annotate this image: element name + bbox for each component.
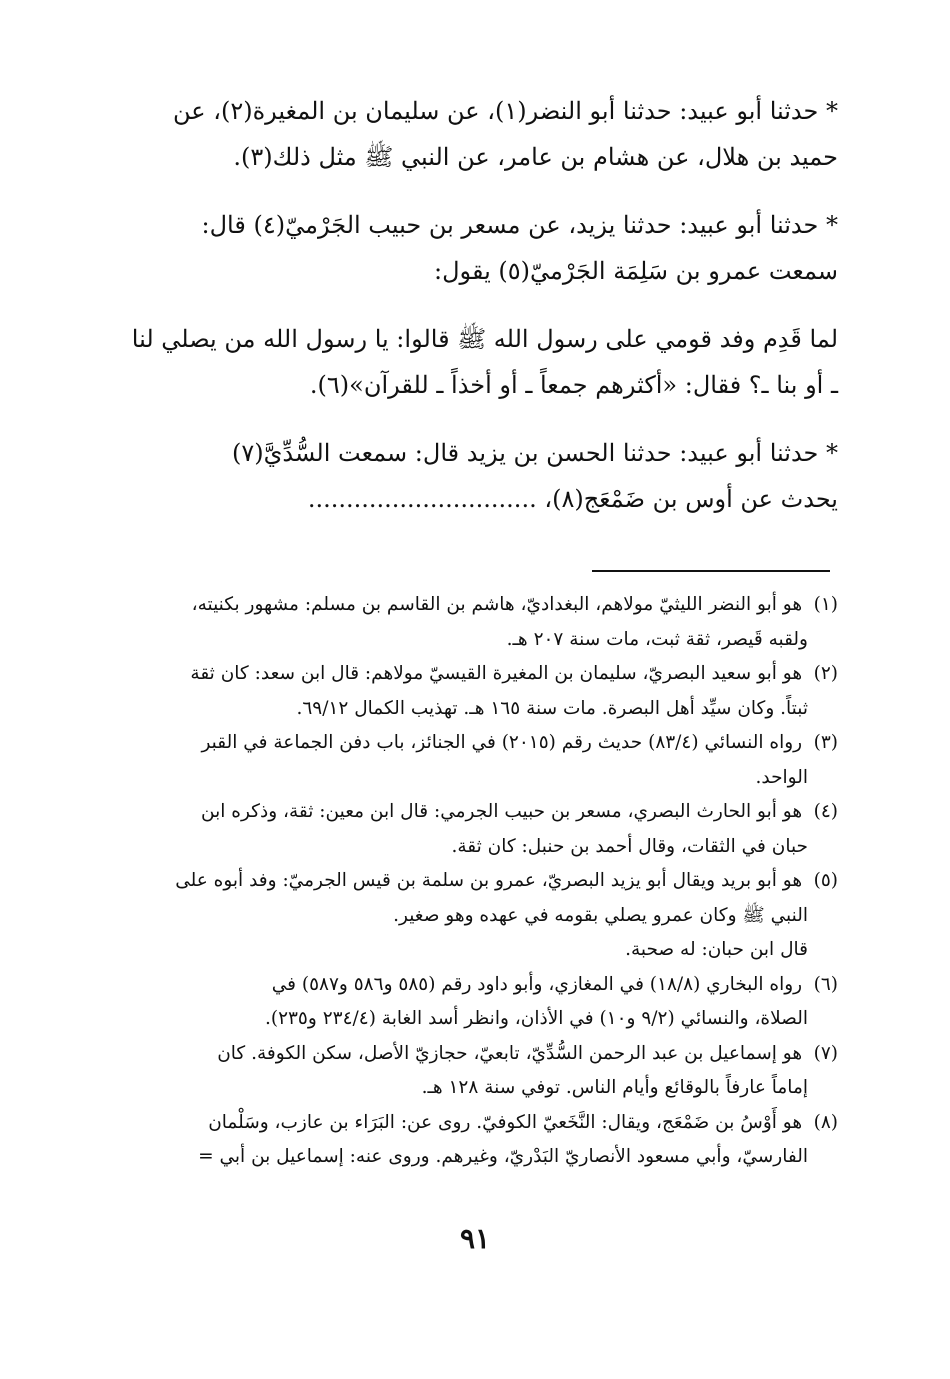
- footnote-7: [130, 1037, 838, 1106]
- page-number: ٩١: [459, 1222, 491, 1255]
- main-text: [130, 88, 838, 544]
- footnote-text: رواه النسائي (٨٣/٤) حديث رقم (٢٠١٥) في الجنائز، باب دفن الجماعة في القبر: [201, 732, 803, 753]
- paragraph-3-line-1: لما قَدِم وفد قومي على رسول الله ﷺ قالوا: يا رسول الله من يصلي لنا: [131, 325, 838, 353]
- footnote-number: (٦): [813, 973, 838, 995]
- footnote-text: قال ابن حبان: له صحبة.: [625, 939, 808, 960]
- footnote-number: (٣): [813, 732, 838, 753]
- footnote-1: [130, 588, 838, 657]
- footnote-8: [130, 1106, 838, 1175]
- footnote-text: ولقبه قَيصر، ثقة ثبت، مات سنة ٢٠٧ هـ.: [506, 628, 808, 650]
- footnote-text: النبي ﷺ وكان عمرو يصلي بقومه في عهده وهو صغير.: [393, 904, 808, 926]
- footnote-5: [130, 864, 838, 968]
- paragraph-4: [130, 430, 838, 522]
- footnote-text: هو أبو بريد ويقال أبو يزيد البصريّ، عمرو بن سلمة بن قيس الجرميّ: وفد أبوه على: [175, 870, 803, 891]
- paragraph-2-line-1: * حدثنا أبو عبيد: حدثنا يزيد، عن مسعر بن حبيب الجَرْميّ(٤) قال:: [201, 211, 838, 239]
- footnote-text: هو أَوْسُ بن ضَمْعَج، ويقال: النَّخَعيّ الكوفيّ. روى عن: البَرَاء بن عازب، وسَلْمان: [208, 1111, 803, 1133]
- footnote-separator: [592, 570, 830, 572]
- paragraph-1-line-2: حميد بن هلال، عن هشام بن عامر، عن النبي ﷺ مثل ذلك(٣).: [233, 143, 838, 171]
- paragraph-2: [130, 202, 838, 294]
- footnote-3: [130, 726, 838, 795]
- footnote-text: الفارسيّ، وأبي مسعود الأنصاريّ البَدْريّ، وغيرهم. وروى عنه: إسماعيل بن أبي =: [198, 1146, 808, 1167]
- footnote-4: [130, 795, 838, 864]
- footnote-text: هو إسماعيل بن عبد الرحمن السُّدِّيّ، تابعيّ، حجازيّ الأصل، سكن الكوفة. كان: [217, 1042, 803, 1064]
- footnote-number: (٨): [813, 1111, 838, 1133]
- footnote-text: هو أبو النضر الليثيّ مولاهم، البغداديّ، هاشم بن القاسم بن مسلم: مشهور بكنيته،: [191, 594, 803, 615]
- footnote-number: (١): [813, 594, 838, 615]
- footnote-text: رواه البخاري (١٨/٨) في المغازي، وأبو داود رقم (٥٨٥ و٥٨٦ و٥٨٧) في: [271, 973, 803, 995]
- footnotes: [130, 588, 838, 1175]
- footnote-text: إماماً عارفاً بالوقائع وأيام الناس. توفي سنة ١٢٨ هـ.: [421, 1077, 808, 1098]
- footnote-number: (٥): [813, 870, 838, 891]
- footnote-number: (٧): [813, 1042, 838, 1064]
- paragraph-4-line-2: يحدث عن أوس بن ضَمْعَج(٨)، ..............................: [307, 485, 838, 513]
- paragraph-2-line-2: سمعت عمرو بن سَلِمَة الجَرْميّ(٥) يقول:: [434, 257, 838, 285]
- footnote-text: هو أبو الحارث البصري، مسعر بن حبيب الجرمي: قال ابن معين: ثقة، وذكره ابن: [201, 801, 803, 822]
- footnote-number: (٤): [813, 801, 838, 822]
- footnote-2: [130, 657, 838, 726]
- paragraph-1-line-1: * حدثنا أبو عبيد: حدثنا أبو النضر(١)، عن سليمان بن المغيرة(٢)، عن: [173, 97, 838, 125]
- paragraph-3: [130, 316, 838, 408]
- footnote-text: الواحد.: [755, 766, 808, 788]
- footnote-text: الصلاة، والنسائي (٩/٢ و١٠) في الأذان، وانظر أسد الغابة (٢٣٤/٤ و٢٣٥).: [264, 1008, 808, 1029]
- footnote-number: (٢): [813, 663, 838, 684]
- footnote-6: [130, 968, 838, 1037]
- paragraph-4-line-1: * حدثنا أبو عبيد: حدثنا الحسن بن يزيد قال: سمعت السُّدِّيَّ(٧): [232, 439, 838, 467]
- footnote-text: هو أبو سعيد البصريّ، سليمان بن المغيرة القيسيّ مولاهم: قال ابن سعد: كان ثقة: [190, 663, 803, 684]
- paragraph-3-line-2: ـ أو بنا ـ؟ فقال: «أكثرهم جمعاً ـ أو أخذاً ـ للقرآن»(٦).: [309, 371, 838, 399]
- paragraph-1: [130, 88, 838, 180]
- footnote-text: ثبتاً. وكان سيِّد أهل البصرة. مات سنة ١٦٥ هـ. تهذيب الكمال ٦٩/١٢.: [296, 697, 808, 719]
- footnote-text: حبان في الثقات، وقال أحمد بن حنبل: كان ثقة.: [451, 835, 808, 857]
